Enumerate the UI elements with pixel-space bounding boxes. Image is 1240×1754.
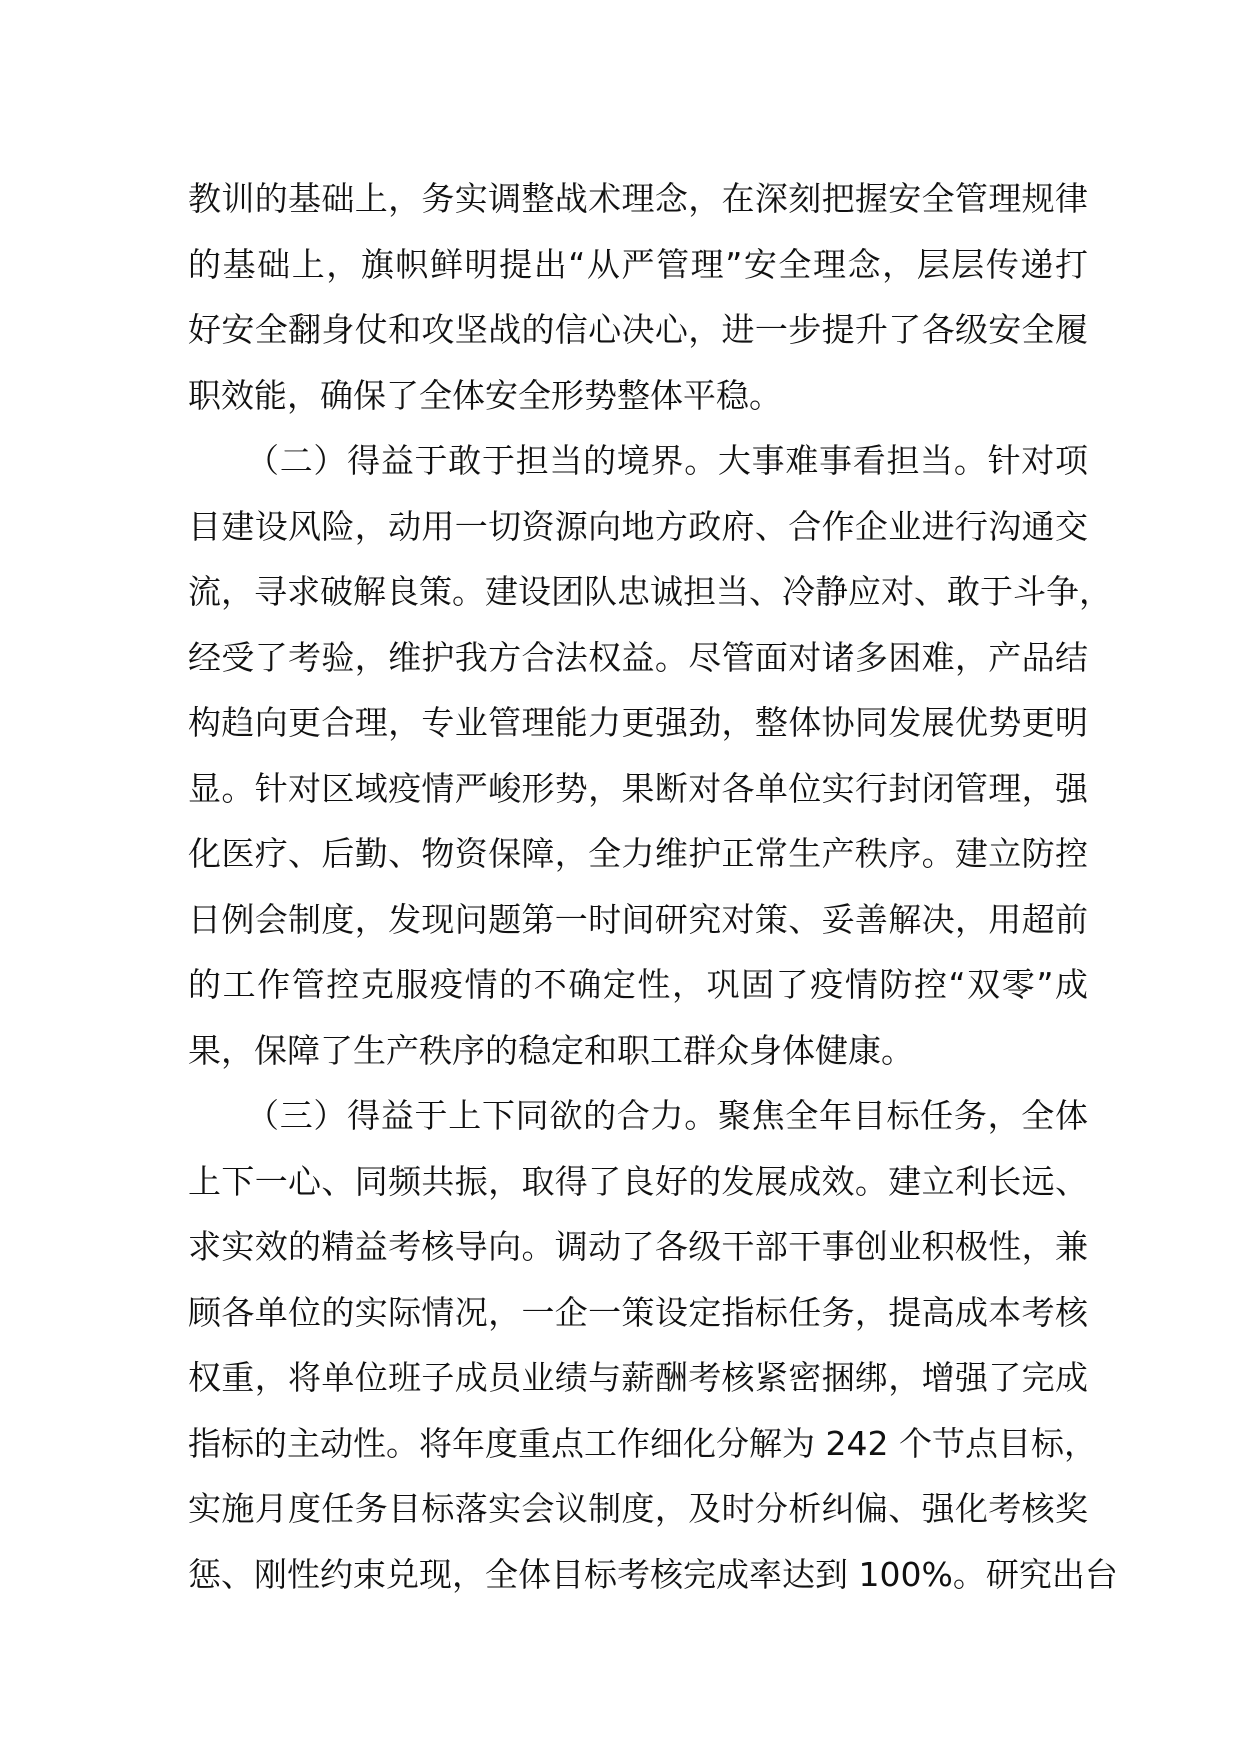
text-line: 指标的主动性。将年度重点工作细化分解为 242 个节点目标， (188, 1423, 1097, 1463)
text-line: 求实效的精益考核导向。调动了各级干部干事创业积极性，兼 (188, 1227, 1088, 1266)
text-line: 惩、刚性约束兑现，全体目标考核完成率达到 100%。研究出台 (188, 1554, 1118, 1594)
text-line: 日例会制度，发现问题第一时间研究对策、妥善解决，用超前 (188, 899, 1088, 939)
text-line: 的工作管控克服疫情的不确定性，巩固了疫情防控“双零”成 (188, 965, 1088, 1004)
text-line: 目建设风险，动用一切资源向地方政府、合作企业进行沟通交 (188, 506, 1088, 546)
text-line: 的基础上，旗帜鲜明提出“从严管理”安全理念，层层传递打 (188, 244, 1088, 284)
text-line: 教训的基础上，务实调整战术理念，在深刻把握安全管理规律 (188, 179, 1088, 218)
text-line: 构趋向更合理，专业管理能力更强劲，整体协同发展优势更明 (188, 703, 1088, 742)
text-line: 显。针对区域疫情严峻形势，果断对各单位实行封闭管理，强 (188, 768, 1088, 808)
body-text (188, 166, 1118, 1607)
text-line: 职效能，确保了全体安全形势整体平稳。 (188, 375, 782, 415)
section-heading-line: （三）得益于上下同欲的合力。聚焦全年目标任务，全体 (246, 1096, 1088, 1135)
text-line: 流，寻求破解良策。建设团队忠诚担当、冷静应对、敢于斗争， (188, 572, 1112, 611)
text-line: 化医疗、后勤、物资保障，全力维护正常生产秩序。建立防控 (188, 834, 1088, 873)
text-line: 上下一心、同频共振，取得了良好的发展成效。建立利长远、 (188, 1161, 1088, 1201)
text-line: 经受了考验，维护我方合法权益。尽管面对诸多困难，产品结 (188, 637, 1088, 677)
section-heading-line: （二）得益于敢于担当的境界。大事难事看担当。针对项 (246, 441, 1088, 480)
text-line: 权重，将单位班子成员业绩与薪酬考核紧密捆绑，增强了完成 (188, 1358, 1088, 1397)
text-line: 实施月度任务目标落实会议制度，及时分析纠偏、强化考核奖 (188, 1489, 1088, 1528)
text-line: 顾各单位的实际情况，一企一策设定指标任务，提高成本考核 (188, 1292, 1088, 1332)
text-line: 果，保障了生产秩序的稳定和职工群众身体健康。 (188, 1030, 914, 1070)
text-line: 好安全翻身仗和攻坚战的信心决心，进一步提升了各级安全履 (188, 310, 1088, 349)
